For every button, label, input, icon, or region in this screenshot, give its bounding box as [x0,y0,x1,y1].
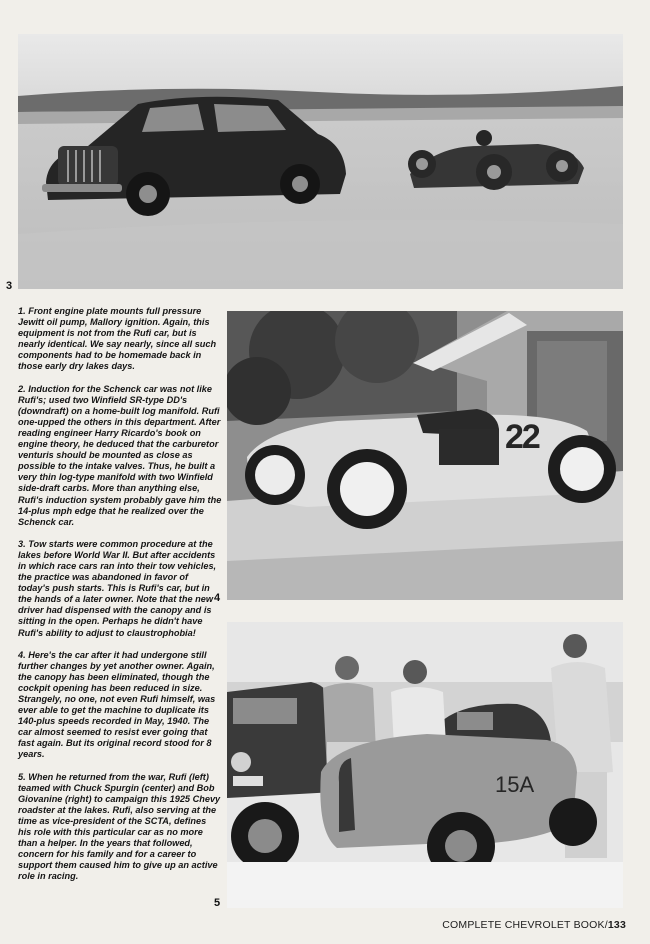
caption-2: 2. Induction for the Schenck car was not like Rufi's; used two Winfield SR-type DD's (downdraft) on a home-built log manifold. Rufi one-upped the others in this department. After reading engineer Harry Ricardo's book on engine theory, he deduced that the carburetor venturis should be mounted as close as possible to the intake valves. Thus, he built a very thin log-type manifold with two Winfield side-draft carbs. More than anything else, Rufi's induction system probably gave him the 14-plus mph edge that he realized over the Schenck car. [18,383,222,527]
photo-roadster-15a [227,622,623,908]
caption-4: 4. Here's the car after it had undergone still further changes by yet another owner. Again, the canopy has been eliminated, though the cockpit opening has been reduced in size. Strangely, no one, not even Rufi himself, was ever able to get the machine to duplicate its 140-plus speeds recorded in May, 1940. The car almost seemed to resist ever going that fast again. But its original record stood for 8 years. [18,649,216,760]
car-number-22: 22 [505,418,539,456]
page-footer [442,919,626,931]
caption-5: 5. When he returned from the war, Rufi (left) teamed with Chuck Spurgin (center) and Bob Giovanine (right) to campaign this 1925 Chevy roadster at the lakes. Rufi, also serving at the time as vice-president of the SCTA, defines his role with this particular car as no more than a helper. In the years that followed, concern for his family and for a career to support them caused him to give up an active role in racing. [18,771,221,882]
captions-column [18,306,222,894]
figure-number-4: 4 [214,592,221,604]
car-number-15a: 15A [495,772,535,797]
figure-number-5: 5 [214,897,221,909]
footer-separator: / [604,919,608,931]
page-number: 133 [607,919,626,931]
photo-tow-start-image [18,34,623,289]
photo-roadster-15a-image [227,622,623,908]
footer-book-title: COMPLETE CHEVROLET BOOK [442,919,605,931]
photo-tow-start [18,34,623,289]
photo-race-car-22-image [227,311,623,600]
caption-3: 3. Tow starts were common procedure at the lakes before World War II. But after accidents in which race cars ran into their tow vehicles, the practice was abandoned in favor of today's push starts. This is Rufi's car, but in the hands of a later owner. Note that the new driver had dispensed with the canopy and is sitting in the open. Perhaps he didn't have Rufi's ability to adjust to claustrophobia! [18,538,217,638]
photo-race-car-22 [227,311,623,600]
figure-number-3: 3 [6,280,13,292]
caption-1: 1. Front engine plate mounts full pressure Jewitt oil pump, Mallory ignition. Again, this equipment is not from the Rufi car, but is nearly identical. We say nearly, since all such components had to be homemade back in those early dry lakes days. [18,306,217,372]
